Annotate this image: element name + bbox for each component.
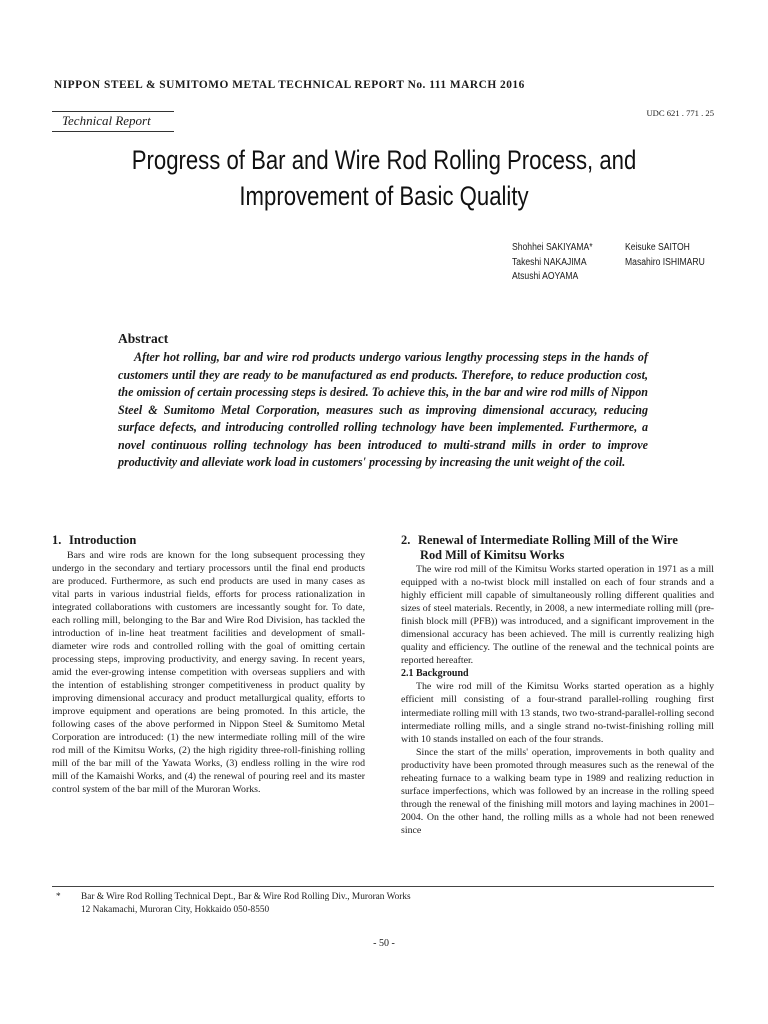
abstract-heading: Abstract [118, 331, 169, 346]
category-bottom-rule [52, 131, 174, 132]
udc-code: UDC 621 . 771 . 25 [646, 108, 714, 118]
author: Atsushi AOYAMA [512, 271, 579, 283]
section-2-paragraph: The wire rod mill of the Kimitsu Works started operation in 1971 as a mill equipped with a no-twist block mill installed on each of four strands and a highly efficient mill capable of simultaneously rolling different qualities and sizes of steel materials. Recently, in 2008, a new intermediate rolling mill (pre-finish block mill (PFB)) was introduced, and a significant improvement in the dimensional accuracy has been achieved. The mill is currently realizing high quality and efficiency. The outline of the renewal and the technical points are reported hereafter. [401, 564, 714, 667]
category-label: Technical Report [62, 113, 151, 128]
subsection-heading: 2.1 Background [401, 668, 469, 680]
paper-title: Progress of Bar and Wire Rod Rolling Process, and Improvement of Basic Quality [131, 145, 637, 211]
section-2-paragraph: The wire rod mill of the Kimitsu Works started operation as a highly efficient mill consisting of a four-strand parallel-rolling roughing first intermediate rolling mill with 13 stands, two two-strand-parallel-rolling second intermediate rolling mills, and a single strand no-twist-finishing rolling mill with 10 stands installed on each of the four strands. [401, 681, 714, 745]
abstract [118, 331, 648, 472]
left-column [52, 533, 365, 796]
category-top-rule [52, 111, 174, 112]
authors-right [625, 241, 705, 270]
authors-left [512, 241, 593, 285]
page-number: - 50 - [373, 938, 395, 949]
right-column [401, 533, 714, 837]
section-2-heading [401, 533, 714, 562]
journal-header: NIPPON STEEL & SUMITOMO METAL TECHNICAL REPORT No. 111 MARCH 2016 [54, 79, 525, 91]
author: Takeshi NAKAJIMA [512, 256, 587, 268]
section-title-line-1: Renewal of Intermediate Rolling Mill of the Wire [418, 533, 678, 547]
section-1-heading [52, 533, 365, 548]
section-title: Introduction [69, 533, 137, 547]
author: Masahiro ISHIMARU [625, 256, 705, 268]
footnote-marker: * [56, 892, 61, 902]
section-title-line-2: Rod Mill of Kimitsu Works [420, 547, 565, 562]
author: Shohhei SAKIYAMA* [512, 242, 593, 253]
section-number: 2. [401, 533, 411, 547]
footnote-rule [52, 886, 714, 887]
section-1-body: Bars and wire rods are known for the long subsequent processing they undergo in the secondary and tertiary processors until the final end products are produced. Furthermore, as such end products are used in many cases as vital parts in various industrial fields, efforts for process rationalization in integrated collaborations with customers are incessantly sought for. To date, each rolling mill, belonging to the Bar and Wire Rod Division, has tackled the introduction of in-line heat treatment facilities and development of small-diameter wire rods and controlled rolling with the goal of omitting certain processing steps, improving productivity, and energy saving. In recent years, amid the ever-growing intense competition with overseas suppliers and with the intention of establishing stronger competitiveness in product quality by improving dimensional accuracy and product metallurgical quality, efforts to improve equipment and operations are being promoted. In this article, the following cases of the above performed in Nippon Steel & Sumitomo Metal Corporation are introduced: (1) the new intermediate rolling mill of the wire rod mill of the Kimitsu Works, (2) the high rigidity three-roll-finishing rolling mill of the bar mill of the Yawata Works, (3) endless rolling in the wire rod mill of the Kamaishi Works, and (4) the renewal of pouring reel and its master control system of the bar mill of the Muroran Works. [52, 549, 365, 796]
footnote-affiliation: Bar & Wire Rod Rolling Technical Dept., Bar & Wire Rod Rolling Div., Muroran Works [81, 892, 411, 902]
footnote-address: 12 Nakamachi, Muroran City, Hokkaido 050-8550 [81, 904, 270, 915]
author: Keisuke SAITOH [625, 242, 690, 253]
footnote [56, 891, 411, 916]
abstract-text: After hot rolling, bar and wire rod products undergo various lengthy processing steps in the hands of customers until they are ready to be manufactured as end products. Therefore, to reduce production cost, the omission of certain processing steps is desired. To achieve this, in the bar and wire rod mills of Nippon Steel & Sumitomo Metal Corporation, measures such as improving dimensional accuracy, reducing surface defects, and introducing controlled rolling technology have been implemented. Furthermore, a novel continuous rolling technology has been introduced to multi-strand mills in order to improve productivity and alleviate work load in customers' processing by increasing the unit weight of the coil. [118, 350, 648, 469]
section-number: 1. [52, 533, 62, 547]
section-2-paragraph: Since the start of the mills' operation, improvements in both quality and productivity have been promoted through measures such as the renewal of the reheating furnace to a walking beam type in 1989 and realizing reduction in surface imperfections, which was followed by an increase in the rolling speed through the renewal of the finishing mill motors and laying machines in 2001–2004. On the other hand, the rolling mills as a whole had not been renewed since [401, 746, 714, 836]
